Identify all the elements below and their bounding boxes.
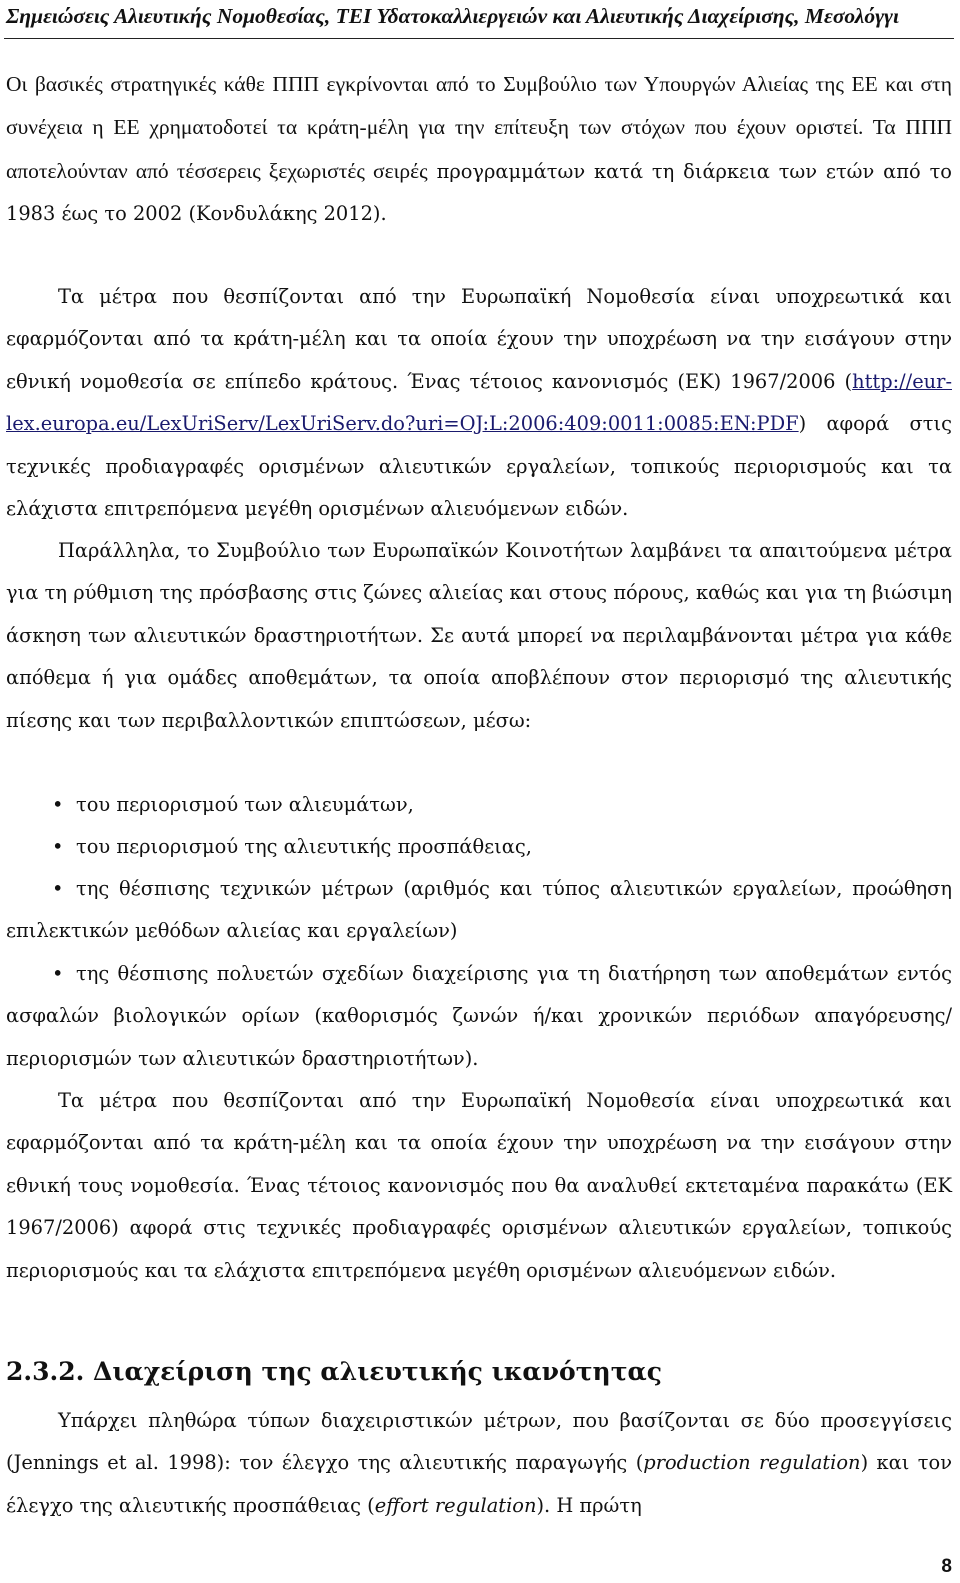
header-divider	[4, 38, 954, 39]
bullet-item	[6, 784, 952, 826]
paragraph-ppp	[6, 63, 952, 236]
paragraph-management-text: ). Η πρώτη	[536, 1493, 642, 1517]
paragraph-council-measures: Παράλληλα, το Συμβούλιο των Ευρωπαϊκών Κοινοτήτων λαμβάνει τα απαιτούμενα μέτρα για τη ρύθμιση της πρόσβασης στις ζώνες αλιείας και στους πόρους, καθώς και για τη βιώσιμη άσκηση των αλιευτικών δραστηριοτήτων. Σε αυτά μπορεί να περιλαμβάνονται μέτρα για κάθε απόθεμα ή για ομάδες αποθεμάτων, τα οποία αποβλέπουν στον περιορισμό της αλιευτικής πίεσης και των περιβαλλοντικών επιπτώσεων, μέσω:	[6, 539, 952, 732]
bullet-item	[6, 826, 952, 868]
page-number: 8	[941, 1556, 952, 1577]
paragraph-eu-legislation-repeat: Τα μέτρα που θεσπίζονται από την Ευρωπαϊκή Νομοθεσία είναι υποχρεωτικά και εφαρμόζονται από τα κράτη-μέλη και τα οποία έχουν την υποχρέωση να την εισάγουν στην εθνική τους νομοθεσία. Ένας τέτοιος κανονισμός που θα αναλυθεί εκτεταμένα παρακάτω (ΕΚ 1967/2006) αφορά στις τεχνικές προδιαγραφές ορισμένων αλιευτικών εργαλείων, τοπικούς περιορισμούς και τα ελάχιστα επιτρεπόμενα μεγέθη ορισμένων αλιευόμενων ειδών.	[6, 1089, 952, 1282]
eur-lex-link[interactable]: http://eur-lex.europa.eu/LexUriServ/LexUriServ.do?uri=OJ:L:2006:409:0011:0085:EN:PDF	[6, 369, 952, 436]
paragraph-eu-legislation-text: Τα μέτρα που θεσπίζονται από την Ευρωπαϊκή Νομοθεσία είναι υποχρεωτικά και εφαρμόζονται από τα κράτη-μέλη και τα οποία έχουν την υποχρέωση να την εισάγουν στην εθνική νομοθεσία σε επίπεδο κράτους. Ένας τέτοιος κανονισμός (ΕΚ) 1967/2006 (	[6, 285, 952, 393]
bullet-symbol: •	[52, 962, 64, 985]
term-effort-regulation: effort regulation	[374, 1493, 537, 1517]
bullet-text: του περιορισμού της αλιευτικής προσπάθειας,	[76, 835, 532, 858]
running-header: Σημειώσεις Αλιευτικής Νομοθεσίας, ΤΕΙ Υδατοκαλλιεργειών και Αλιευτικής Διαχείρισης, Μεσολόγγι	[6, 4, 899, 28]
bullet-item	[6, 953, 952, 1080]
paragraph-management-text: ) και τον έλεγχο της αλιευτικής προσπάθειας (	[6, 1451, 952, 1517]
bullet-symbol: •	[52, 835, 64, 858]
term-production-regulation: production regulation	[643, 1451, 861, 1475]
bullet-text: της θέσπισης τεχνικών μέτρων (αριθμός και τύπος αλιευτικών εργαλείων, προώθηση επιλεκτικών μεθόδων αλιείας και εργαλείων)	[6, 877, 952, 943]
paragraph-eu-legislation	[6, 276, 952, 530]
bullet-item	[6, 868, 952, 953]
paragraph-management-types	[6, 1400, 952, 1527]
bullet-symbol: •	[52, 877, 64, 900]
paragraph-management-text: Υπάρχει πληθώρα τύπων διαχειριστικών μέτρων, που βασίζονται σε δύο προσεγγίσεις (Jennings et al. 1998): τον έλεγχο της αλιευτικής παραγωγής (	[6, 1409, 952, 1475]
bullet-text: της θέσπισης πολυετών σχεδίων διαχείρισης για τη διατήρηση των αποθεμάτων εντός ασφαλών βιολογικών ορίων (καθορισμός ζωνών ή/και χρονικών περιόδων απαγόρευσης/περιορισμών των αλιευτικών δραστηριοτήτων).	[6, 962, 952, 1070]
paragraph-eu-legislation-text-end: ) αφορά στις τεχνικές προδιαγραφές ορισμένων αλιευτικών εργαλείων, τοπικούς περιορισμούς και τα ελάχιστα επιτρεπόμενα μεγέθη ορισμένων αλιευόμενων ειδών.	[6, 412, 952, 521]
paragraph-ppp-part1: Οι βασικές στρατηγικές κάθε ΠΠΠ εγκρίνονται από το Συμβούλιο των Υπουργών Αλιείας της ΕΕ και στη συνέχεια η ΕΕ χρηματοδοτεί τα κράτη-μέλη για την επίτευξη των στόχων που έχουν οριστεί. Τα ΠΠΠ αποτελούνταν από τέσσερεις ξεχωριστές σειρές	[6, 72, 952, 183]
paragraph-ppp-part2: προγραμμάτων κατά τη διάρκεια των ετών από το 1983 έως το 2002 (Κονδυλάκης 2012).	[6, 159, 952, 226]
bullet-text: του περιορισμού των αλιευμάτων,	[76, 793, 414, 816]
section-heading: 2.3.2. Διαχείριση της αλιευτικής ικανότητας	[6, 1357, 662, 1386]
bullet-symbol: •	[52, 793, 64, 816]
